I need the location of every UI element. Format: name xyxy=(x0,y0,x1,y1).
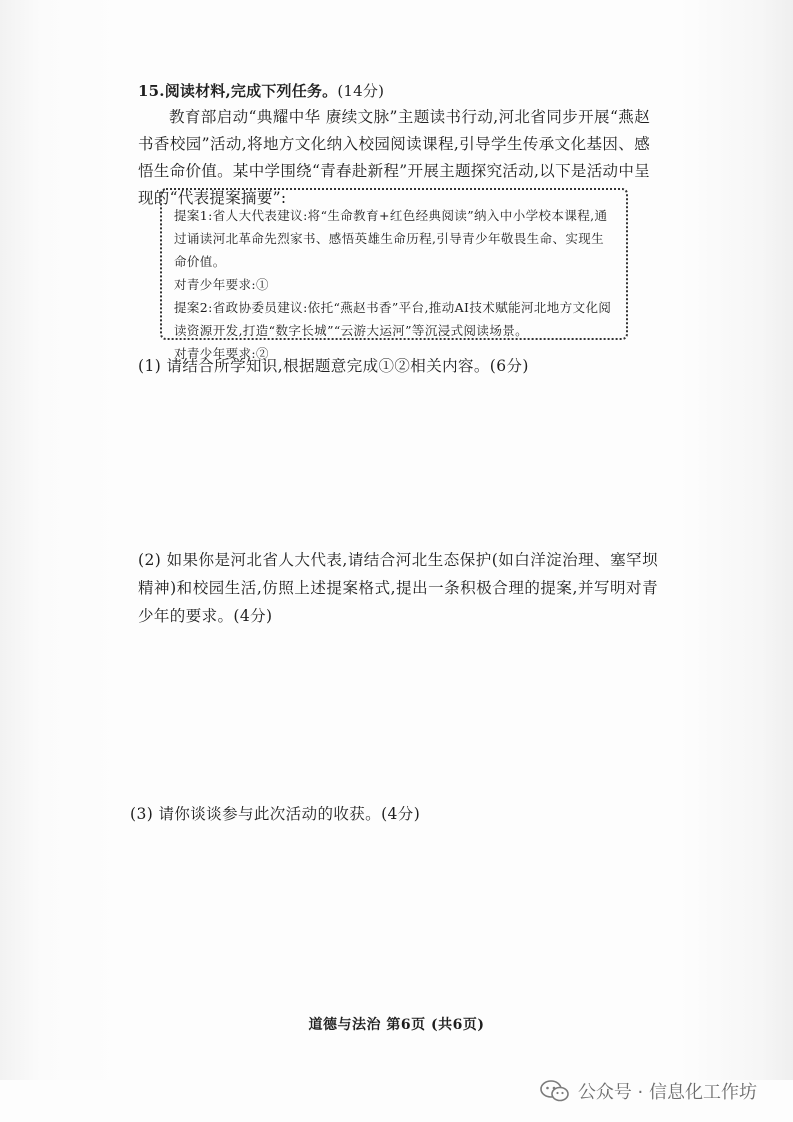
sub-question-3: (3) 请你谈谈参与此次活动的收获。(4分) xyxy=(130,805,421,823)
sub-question-2: (2) 如果你是河北省人大代表,请结合河北生态保护(如白洋淀治理、塞罕坝精神)和校园生活,仿照上述提案格式,提出一条积极合理的提案,并写明对青少年的要求。(4分) xyxy=(138,551,658,625)
question-points: (14分) xyxy=(337,82,385,100)
sub-question-1: (1) 请结合所学知识,根据题意完成①②相关内容。(6分) xyxy=(138,357,529,375)
wechat-icon xyxy=(540,1079,570,1103)
question-title xyxy=(138,80,384,101)
proposal-2: 提案2:省政协委员建议:依托“燕赵书香”平台,推动AI技术赋能河北地方文化阅读资源开发,打造“数字长城”“云游大运河”等沉浸式阅读场景。 xyxy=(174,300,612,338)
question-title-text: 15.阅读材料,完成下列任务。 xyxy=(138,82,338,100)
page-footer: 道德与法治 第6页 (共6页) xyxy=(308,1017,485,1033)
proposal-1-requirement: 对青少年要求:① xyxy=(174,277,269,292)
watermark-text: 公众号 · 信息化工作坊 xyxy=(577,1082,757,1103)
watermark xyxy=(540,1078,757,1104)
question-intro: 教育部启动“典耀中华 赓续文脉”主题读书行动,河北省同步开展“燕赵书香校园”活动,将地方文化纳入校园阅读课程,引导学生传承文化基因、感悟生命价值。某中学围绕“青春赴新程”开展主题探究活动,以下是活动中呈现的“代表提案摘要”: xyxy=(138,108,650,207)
proposal-2-requirement: 对青少年要求:② xyxy=(174,346,269,361)
proposal-1: 提案1:省人大代表建议:将“生命教育+红色经典阅读”纳入中小学校本课程,通过诵读河北革命先烈家书、感悟英雄生命历程,引导青少年敬畏生命、实现生命价值。 xyxy=(174,208,608,269)
proposal-summary-box xyxy=(160,188,628,361)
